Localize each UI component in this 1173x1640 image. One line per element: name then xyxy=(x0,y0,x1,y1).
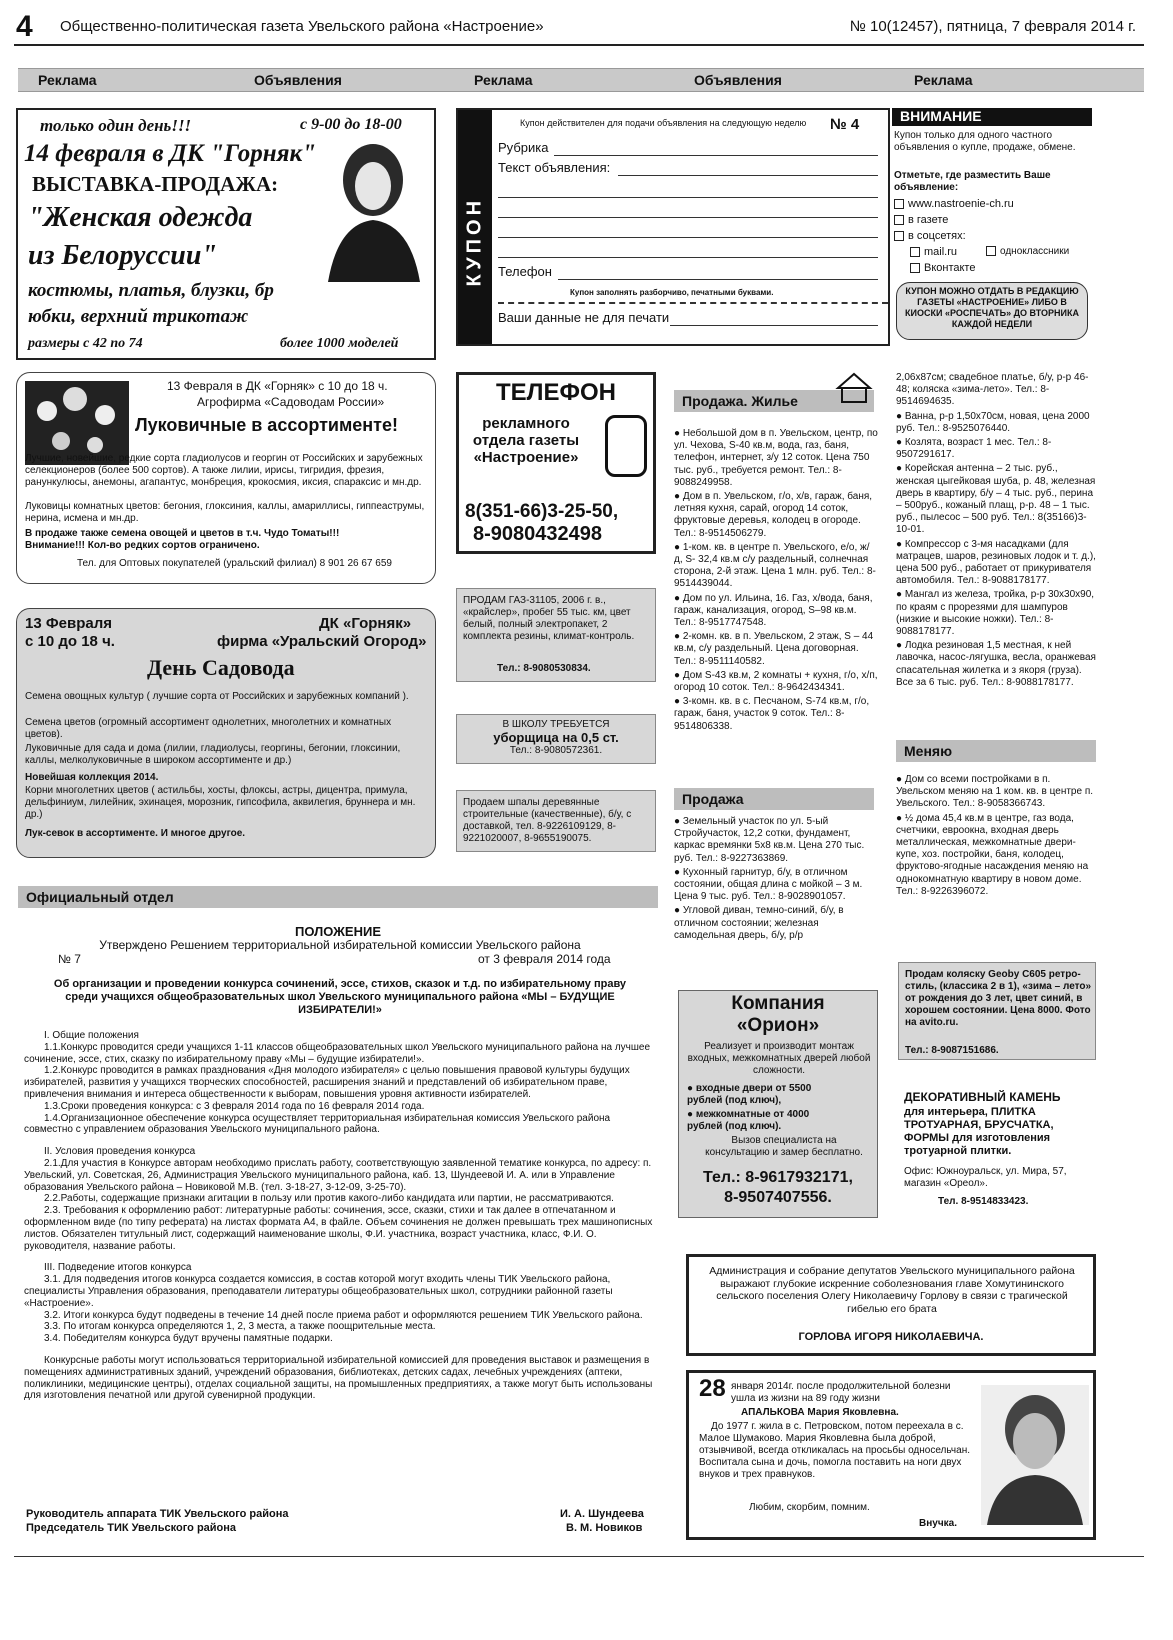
ad-text: Семена овощных культур ( лучшие сорта от Российских и зарубежных компаний ). xyxy=(25,691,409,702)
section-strip xyxy=(18,68,1144,92)
issue-info: № 10(12457), пятница, 7 февраля 2014 г. xyxy=(849,18,1136,35)
ad-text: Тел. 8-9514833423. xyxy=(938,1196,1029,1207)
ad-text: Лук-севок в ассортименте. И многое другое. xyxy=(25,828,246,839)
ad-text: юбки, верхний трикотаж xyxy=(28,306,249,327)
ad-text: для интерьера, ПЛИТКА ТРОТУАРНАЯ, БРУСЧАТКА, ФОРМЫ для изготовления тротуарной плитки. xyxy=(904,1106,1054,1157)
doc-paragraph: 1.3.Сроки проведения конкурса: с 3 февраля 2014 года по 16 февраля 2014 года. xyxy=(44,1100,425,1112)
doc-paragraph: 3.3. По итогам конкурса определяются 1, 2, 3 места, а также поощрительные места. xyxy=(44,1321,436,1333)
ad-text: В продаже также семена овощей и цветов в т.ч. Чудо Томаты!!! xyxy=(25,528,340,539)
sale-list xyxy=(674,816,878,942)
ad-bulbs xyxy=(16,372,436,584)
doc-paragraph: 1.4.Организационное обеспечение конкурса осуществляет территориальная избирательная комиссия Увельского района совместно с управлением образования Увельского муниципального района. xyxy=(24,1112,611,1136)
text-label: Текст объявления: xyxy=(498,160,611,175)
page-bottom-rule xyxy=(14,1556,1144,1557)
section-bar: Меняю xyxy=(896,740,1096,762)
phone-icon xyxy=(605,415,647,477)
rubric-label: Рубрика xyxy=(498,140,549,155)
ad-text: Корни многолетних цветов ( астильбы, хосты, флоксы, астры, дицентра, примула, дельфиниум, лилейник, эхинацея, морозник, гипсофила, аквилегия, бруннера и мн. др.) xyxy=(25,785,416,820)
ad-text: Тел.: 8-9087151686. xyxy=(905,1045,999,1056)
doc-paragraph: 2.3. Требования к оформлению работ: литературные работы: сочинения, эссе, сказки, стихи и так далее в отпечатанном и оформленном виде (по типу реферата) на листах формата А4, в файле. Объем сочинения не должен превышать трех машинописных листов. Обязателен титульный лист, содержащий наименование школы, Ф.И. участника, возраст участника, класс, Ф.И. О. руководителя, название работы. xyxy=(24,1205,653,1252)
woman-photo xyxy=(318,132,428,282)
condolence-text: Администрация и собрание депутатов Увельского муниципального района выражают глубокие искренние соболезнования главе Хомутининского сельского поселения Олегу Николаевичу Горлову в связи с трагической гибелью его брата xyxy=(709,1265,1075,1315)
phone-number: Тел.: 8-9617932171, xyxy=(703,1169,853,1186)
ad-text: Новейшая коллекция 2014. xyxy=(25,772,159,783)
coupon-note: Купон заполнять разборчиво, печатными буквами. xyxy=(570,288,774,297)
phone-label: Телефон xyxy=(498,264,552,279)
option-vk[interactable] xyxy=(910,262,975,274)
coupon-label: КУПОН xyxy=(463,196,486,287)
ad-job xyxy=(456,714,656,764)
ad-text: Вызов специалиста на консультацию и замер бесплатно. xyxy=(705,1135,863,1158)
condolence-name: ГОРЛОВА ИГОРЯ НИКОЛАЕВИЧА. xyxy=(798,1331,984,1343)
phone-field[interactable] xyxy=(558,262,878,280)
option-ok[interactable] xyxy=(986,246,1069,257)
obituary-sign: Внучка. xyxy=(919,1518,957,1529)
ad-headline: ВЫСТАВКА-ПРОДАЖА: xyxy=(32,172,279,196)
option-newspaper[interactable] xyxy=(894,214,948,226)
ad-phone xyxy=(456,372,656,554)
list-item: ● Земельный участок по ул. 5-ый Стройучасток, 12,2 сотки, фундамент, каркас времянки 5х8 кв.м. Цена 270 тыс. руб. Тел.: 8-9227363869. xyxy=(674,816,865,864)
doc-date: от 3 февраля 2014 года xyxy=(478,952,611,966)
ad-text: с 9-00 до 18-00 xyxy=(300,116,402,133)
signature-name: И. А. Шундеева xyxy=(560,1508,644,1520)
coupon-deliver: КУПОН МОЖНО ОТДАТЬ В РЕДАКЦИЮ ГАЗЕТЫ «НАСТРОЕНИЕ» ЛИБО В КИОСКИ «РОСПЕЧАТЬ» ДО ВТОРНИКА КАЖДОЙ НЕДЕЛИ xyxy=(896,282,1088,340)
ad-text: более 1000 моделей xyxy=(280,336,399,351)
doc-paragraph: 2.2.Работы, содержащие признаки агитации в пользу или против какого-либо кандидата или партии, не рассматриваются. xyxy=(44,1193,614,1205)
housing-column xyxy=(674,372,880,772)
signature-title: Руководитель аппарата ТИК Увельского района xyxy=(26,1508,289,1520)
sale-continued xyxy=(896,372,1098,689)
doc-approved: Утверждено Решением территориальной избирательной комиссии Увельского района xyxy=(99,938,581,952)
option-label: одноклассники xyxy=(1000,246,1070,257)
option-social[interactable] xyxy=(894,230,966,242)
coupon-valid: Купон действителен для подачи объявления на следующую неделю xyxy=(520,118,807,128)
ad-text: только один день!!! xyxy=(40,116,192,135)
sale-column xyxy=(674,788,880,968)
ad-stone xyxy=(898,1086,1096,1216)
phone-number: 8(351-66)3-25-50, xyxy=(465,501,619,522)
coupon-form xyxy=(456,108,890,346)
text-field[interactable] xyxy=(498,220,878,238)
attention-title: ВНИМАНИЕ xyxy=(892,108,1092,126)
page-header xyxy=(14,10,1144,46)
ad-text: фирма «Уральский Огород» xyxy=(217,633,427,650)
private-field[interactable] xyxy=(670,308,878,326)
ad-text: с 10 до 18 ч. xyxy=(25,633,115,650)
doc-paragraph: 3.4. Победителям конкурса будут вручены памятные подарки. xyxy=(44,1333,333,1345)
list-item: ● Мангал из железа, тройка, р-р 30х30х90, по краям с прорезями для шампуров (низкие и высокие ножки). Тел.: 8-9088178177. xyxy=(896,589,1095,638)
ad-text: костюмы, платья, блузки, бр xyxy=(28,280,274,301)
ad-headline: ТЕЛЕФОН xyxy=(496,379,616,406)
ad-text: ПРОДАМ ГАЗ-31105, 2006 г. в., «крайслер», пробег 55 тыс. км, цвет белый, полный электропакет, 2 комплекта резины, климат-контроль. xyxy=(463,595,635,642)
strip-label: Объявления xyxy=(694,72,782,88)
ad-text: Тел. для Оптовых покупателей (уральский филиал) 8 901 26 67 659 xyxy=(77,558,392,569)
text-field[interactable] xyxy=(498,180,878,198)
doc-paragraph: 3.1. Для подведения итогов конкурса создается комиссия, в состав которой могут входить члены ТИК Увельского района, специалисты Управления образования, преподаватели литературы общеобразовательных школ, сотрудники районной газеты «Настроение». xyxy=(24,1274,613,1309)
doc-paragraph: 1.1.Конкурс проводится среди учащихся 1-11 классов общеобразовательных школ Увельского муниципального района на лучшее сочинение, эссе, стих, сказку по избирательному праву «Мы – будущие избиратели!». xyxy=(24,1041,651,1065)
housing-list xyxy=(674,428,878,733)
doc-number: № 7 xyxy=(58,952,81,966)
ad-headline: День Садовода xyxy=(147,655,295,680)
ad-headline: Луковичные в ассортименте! xyxy=(135,415,398,435)
exchange-list xyxy=(896,774,1098,898)
doc-paragraph: Конкурсные работы могут использоваться территориальной избирательной комиссией для проведения выставок и размещения в помещениях административных зданий, учреждений образования, библиотеках, детских садах, лечебных учреждениях (аптеки, поликлиники, медицинские центры), отделах социальной защиты, на промышленных предприятиях, а также могут быть использованы для изготовления печатной или другой сувенирной продукции. xyxy=(24,1354,653,1402)
signature-name: В. М. Новиков xyxy=(566,1522,643,1534)
doc-section: II. Условия проведения конкурса xyxy=(44,1146,196,1158)
strip-label: Объявления xyxy=(254,72,342,88)
phone-number: 8-9507407556. xyxy=(724,1189,832,1206)
attention-text: Купон только для одного частного объявления о купле, продаже, обмене. xyxy=(894,130,1076,153)
strip-label: Реклама xyxy=(38,72,97,88)
ad-text: уборщица на 0,5 ст. xyxy=(493,730,619,745)
option-site[interactable] xyxy=(894,198,1014,210)
text-field[interactable] xyxy=(618,158,878,176)
option-label: в соцсетях: xyxy=(908,230,966,242)
ad-sleepers xyxy=(456,790,656,852)
list-item: ● 3-комн. кв. в с. Песчаном, S-74 кв.м, г/о, гараж, баня, участок 9 соток. Тел.: 8-9514806338. xyxy=(674,696,870,732)
obituary-box xyxy=(686,1370,1096,1540)
list-item: ● Корейская антенна – 2 тыс. руб., женская цыгейковая шуба, р. 48, железная дверь в квартиру, б/у – 4 тыс. руб., перина – 500руб., кожаный плащ, р-р. 48 – 1 тыс. руб., пылесос – 500 руб. Тел.: 8(35166)3-10-01. xyxy=(896,463,1096,536)
ad-orion xyxy=(678,990,878,1218)
doc-heading: Об организации и проведении конкурса сочинений, эссе, стихов, сказок и т.д. по избирательному праву среди учащихся общеобразовательных школ Увельского муниципального района «МЫ – БУДУЩИЕ ИЗБИРАТЕЛИ!» xyxy=(53,978,627,1016)
ad-text: Продам коляску Geoby C605 ретро-стиль, (классика 2 в 1), «зима – лето» от рождения до 3 лет, цвет синий, в хорошем состоянии. Цена 8000. Фото на avito.ru. xyxy=(905,969,1092,1028)
option-label: mail.ru xyxy=(924,246,958,258)
doc-paragraph: 3.2. Итоги конкурса будут подведены в течение 14 дней после приема работ и оформляются решением ТИК Увельского района. xyxy=(44,1309,643,1321)
list-item: ● Угловой диван, темно-синий, б/у, в отличном состоянии; железная самодельная дверь, б/у, р/р xyxy=(674,905,844,941)
ad-text: Лучшие, новейшие, редкие сорта гладиолусов и георгин от Российских и зарубежных селекционеров (более 500 сортов). А также лилии, ирисы, тигридия, фрезия, ранункулюсы, анемоны, агапантус, монбреция, крокосмия, иксия, спараксис и мн.др. xyxy=(25,453,423,488)
list-item: ● Дом S-43 кв.м, 2 комнаты + кухня, г/о, х/п, огород 10 соток. Тел.: 8-9642434341. xyxy=(674,669,878,694)
ad-headline: Компания xyxy=(731,993,825,1014)
doc-section: I. Общие положения xyxy=(44,1030,139,1041)
section-bar: Продажа. Жилье xyxy=(674,390,874,412)
ad-text: Луковичные для сада и дома (лилии, гладиолусы, георгины, бегонии, глоксинии, каллы, мелколуковичные в широком ассортименте и др.) xyxy=(25,743,401,766)
list-item: ● 2-комн. кв. в п. Увельском, 2 этаж, S – 44 кв.м, с/у раздельный. Цена договорная. Тел.: 8-9511140582. xyxy=(674,631,874,667)
newspaper-title: Общественно-политическая газета Увельского района «Настроение» xyxy=(60,18,544,35)
ad-text: размеры с 42 по 74 xyxy=(28,336,143,351)
list-item: 2,06х87см; свадебное платье, б/у, р-р 46-48; коляска «зима-лето». Тел.: 8-9514694635. xyxy=(896,372,1089,408)
obituary-text: января 2014г. после продолжительной болезни ушла из жизни на 89 году жизни xyxy=(731,1381,951,1404)
text-field[interactable] xyxy=(498,240,878,258)
option-label: www.nastroenie-ch.ru xyxy=(908,198,1014,210)
condolence-box xyxy=(686,1254,1096,1356)
ad-text: Офис: Южноуральск, ул. Мира, 57, магазин «Ореол». xyxy=(904,1166,1067,1189)
ad-text: ДК «Горняк» xyxy=(319,615,412,632)
ad-text: Продаем шпалы деревянные строительные (качественные), б/у, с доставкой, тел. 8-9226109129, 8-9221020007, 8-9655190075. xyxy=(463,797,632,844)
list-item: ● Кухонный гарнитур, б/у, в отличном состоянии, общая длина с мойкой – 3 м. Цена 9 тыс. руб. Тел.: 8-9028901057. xyxy=(674,866,863,903)
house-icon xyxy=(834,372,874,404)
ad-headline: 14 февраля в ДК "Горняк" xyxy=(24,140,317,167)
option-label: в газете xyxy=(908,214,949,226)
rubric-field[interactable] xyxy=(554,138,878,156)
coupon-side-bar xyxy=(458,110,492,344)
list-item: ● ½ дома 45,4 кв.м в центре, газ вода, счетчики, евроокна, входная дверь металлическая, межкомнатные двери-купе, хоз. постройки, баня, колодец, фруктово-ягодные насаждения меняю на однокомнатную квартиру в новом доме. Тел.: 8-9226396072. xyxy=(896,812,1089,897)
list-item: ● Дом в п. Увельском, г/о, х/в, гараж, баня, летняя кухня, сарай, огород 14 соток, фруктовые деревья, колодец в огороде. Тел.: 8-9514506279. xyxy=(674,491,873,539)
ad-text: В ШКОЛУ ТРЕБУЕТСЯ xyxy=(502,719,610,730)
list-item: ● Дом со всеми постройками в п. Увельском меняю на 1 ком. кв. в центре п. Увельского. Тел.: 8-9058366743. xyxy=(896,774,1094,810)
ad-garden-day xyxy=(16,608,436,858)
ad-headline: «Орион» xyxy=(736,1015,820,1036)
ad-text: Луковицы комнатных цветов: бегония, глоксиния, каллы, амариллисы, гиппеаструмы, нерина, исмена и мн.др. xyxy=(25,501,425,524)
obituary-text: Любим, скорбим, помним. xyxy=(749,1502,870,1513)
ad-text: 13 Февраля xyxy=(25,615,113,632)
section-bar: Официальный отдел xyxy=(18,886,658,908)
portrait-photo xyxy=(981,1385,1089,1525)
list-item: ● Небольшой дом в п. Увельском, центр, по ул. Чехова, S-40 кв.м, вода, газ, баня, телефон, интернет, з/у 12 соток. Цена 750 тыс. руб., требуется ремонт. Тел.: 8-9088249958. xyxy=(674,428,878,488)
section-bar: Продажа xyxy=(674,788,874,810)
ad-stroller xyxy=(898,962,1096,1060)
phone-number: 8-9080432498 xyxy=(473,523,603,545)
ad-text: рекламного отдела газеты «Настроение» xyxy=(472,415,580,466)
list-item: ● Ванна, р-р 1,50х70см, новая, цена 2000 руб. Тел.: 8-9525076440. xyxy=(896,410,1090,434)
private-label: Ваши данные не для печати xyxy=(498,310,670,325)
obituary-day: 28 xyxy=(699,1375,726,1402)
ad-exhibition xyxy=(16,108,436,360)
doc-paragraph: 1.2.Конкурс проводится в рамках празднования «Дня молодого избирателя» с целью повышения правовой культуры будущих избирателей, развития у учащихся творческих способностей, расширения знаний и представлений об избирательном праве, привлечения внимания и интереса общественности к выборам, повышения уровня активности избирателей. xyxy=(24,1065,630,1100)
text-field[interactable] xyxy=(498,200,878,218)
ad-text: Тел.: 8-9080572361. xyxy=(509,745,603,756)
ad-text: Тел.: 8-9080530834. xyxy=(497,663,591,674)
ad-text: ● межкомнатные от 4000 рублей (под ключ). xyxy=(687,1109,810,1132)
option-mail[interactable] xyxy=(910,246,957,258)
doc-paragraph: 2.1.Для участия в Конкурсе авторам необходимо прислать работу, соответствующую заявленной тематике конкурса, по адресу: п. Увельский, ул. Советская, 26, Администрация Увельского муниципального района, каб. 13, Шундеевой И. А. или в Управление образования Увельского района – Новиковой М.В. (тел. 3-18-27, 3-12-09, 3-25-70). xyxy=(24,1157,652,1193)
ad-text: Агрофирма «Садоводам России» xyxy=(197,395,385,409)
list-item: ● 1-ком. кв. в центре п. Увельского, е/о, ж/д, S- 32,4 кв.м с/у раздельный, солнечная сторона, 2-й этаж. Цена 1 млн. руб. Тел.: 8-9514439044. xyxy=(674,541,876,590)
signature-title: Председатель ТИК Увельского района xyxy=(26,1522,237,1534)
page-number: 4 xyxy=(16,10,33,43)
ad-car xyxy=(456,588,656,682)
list-item: ● Дом по ул. Ильина, 16. Газ, х/вода, баня, гараж, канализация, огород, S–98 кв.м. Тел.: 8-9517747548. xyxy=(674,592,873,629)
obituary-name: АПАЛЬКОВА Мария Яковлевна. xyxy=(741,1407,899,1418)
coupon-number: № 4 xyxy=(830,116,860,133)
doc-section: III. Подведение итогов конкурса xyxy=(44,1262,192,1274)
ad-text: Внимание!!! Кол-во редких сортов ограничено. xyxy=(25,540,260,551)
strip-label: Реклама xyxy=(914,72,973,88)
doc-title: ПОЛОЖЕНИЕ xyxy=(294,924,382,939)
list-item: ● Козлята, возраст 1 мес. Тел.: 8-9507291617. xyxy=(896,437,1052,461)
ad-text: ● входные двери от 5500 рублей (под ключ), xyxy=(687,1083,812,1106)
attention-mark: Отметьте, где разместить Ваше объявление: xyxy=(894,170,1051,193)
obituary-text: До 1977 г. жила в с. Петровском, потом переехала в с. Малое Шумаково. Мария Яковлевна была доброй, отзывчивой, всегда откликалась на просьбы односельчан. Воспитала сына и дочь, помогла поставить на ноги двух внуков и трех правнуков. xyxy=(699,1421,971,1480)
ad-headline: ДЕКОРАТИВНЫЙ КАМЕНЬ xyxy=(904,1090,1061,1104)
strip-label: Реклама xyxy=(474,72,533,88)
option-label: Вконтакте xyxy=(924,262,976,274)
doc-body xyxy=(24,1030,656,1402)
ad-headline: из Белоруссии" xyxy=(28,240,217,271)
list-item: ● Компрессор с 3-мя насадками (для матрацев, шаров, резиновых лодок и т. д.), цена 500 руб., работает от прикуривателя автомобиля. Тел.: 8-9088178177. xyxy=(896,538,1096,587)
ad-text: Реализует и производит монтаж входных, межкомнатных дверей любой сложности. xyxy=(687,1041,871,1076)
coupon-divider xyxy=(498,302,888,304)
coupon-attention xyxy=(892,108,1092,346)
list-item: ● Лодка резиновая 1,5 местная, к ней лавочка, насос-лягушка, весла, оранжевая спасательная жилетка и з якоря (груза). Все за 6 тыс. руб. Тел.: 8-9088178177. xyxy=(896,640,1096,688)
ad-text: Семена цветов (огромный ассортимент однолетних, многолетних и комнатных цветов). xyxy=(25,717,392,740)
ad-headline: "Женская одежда xyxy=(28,202,253,233)
ad-text: 13 Февраля в ДК «Горняк» с 10 до 18 ч. xyxy=(167,379,388,393)
